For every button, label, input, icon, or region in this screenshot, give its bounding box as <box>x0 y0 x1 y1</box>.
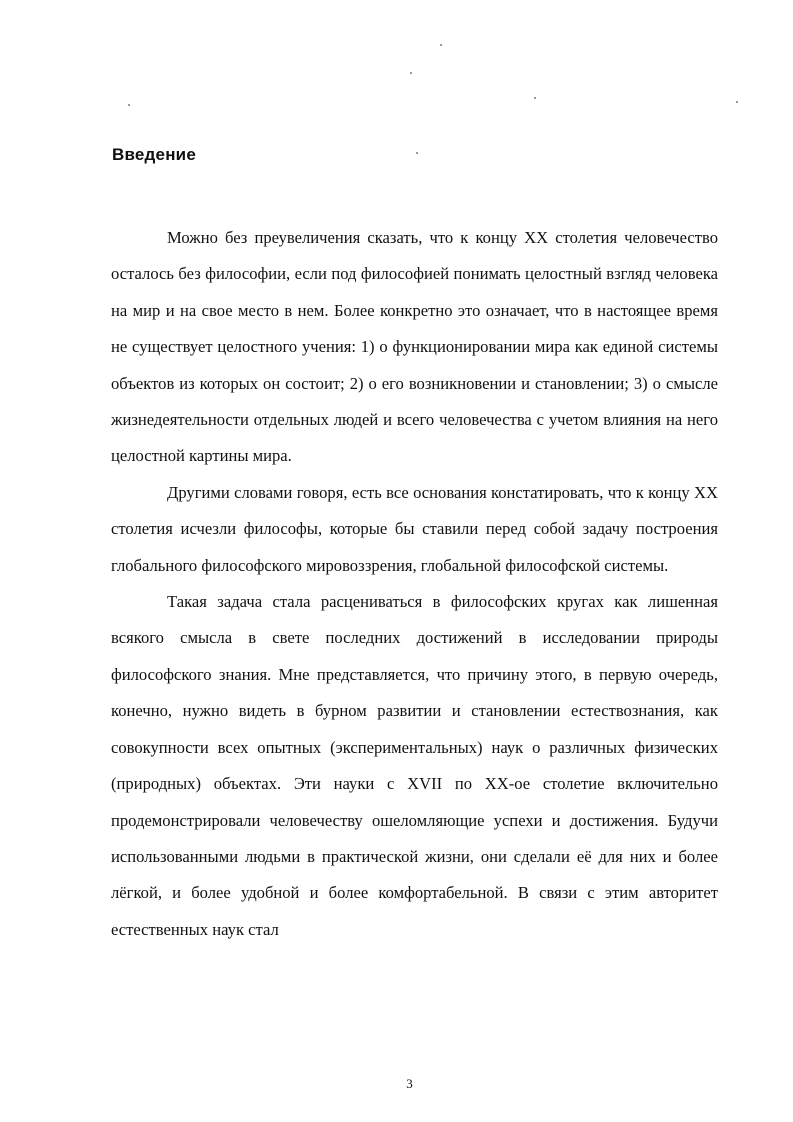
page-number: 3 <box>406 1076 413 1091</box>
scan-speck <box>410 72 412 74</box>
scan-speck <box>736 101 738 103</box>
scan-speck <box>416 152 418 154</box>
scan-speck <box>440 44 442 46</box>
paragraph: Другими словами говоря, есть все основания констатировать, что к концу XX столетия исчезли философы, которые бы ставили перед собой задачу построения глобального философского мировоззрения, глобальной философской системы. <box>111 482 718 575</box>
body-text <box>111 220 718 948</box>
scan-speck <box>534 97 536 99</box>
scan-speck <box>128 104 130 106</box>
section-heading: Введение <box>112 145 196 164</box>
paragraph: Можно без преувеличения сказать, что к концу XX столетия человечество осталось без философии, если под философией понимать целостный взгляд человека на мир и на свое место в нем. Более конкретно это означает, что в настоящее время не существует целостного учения: 1) о функционировании мира как единой системы объектов из которых он состоит; 2) о его возникновении и становлении; 3) о смысле жизнедеятельности отдельных людей и всего человечества с учетом влияния на него целостной картины мира. <box>111 228 718 466</box>
paragraph: Такая задача стала расцениваться в философских кругах как лишенная всякого смысла в свете последних достижений в исследовании природы философского знания. Мне представляется, что причину этого, в первую очередь, конечно, нужно видеть в бурном развитии и становлении естествознания, как совокупности всех опытных (экспериментальных) наук о различных физических (природных) объектах. Эти науки с XVII по XX-ое столетие включительно продемонстрировали человечеству ошеломляющие успехи и достижения. Будучи использованными людьми в практической жизни, они сделали её для них и более лёгкой, и более удобной и более комфортабельной. В связи с этим авторитет естественных наук стал <box>111 592 718 939</box>
